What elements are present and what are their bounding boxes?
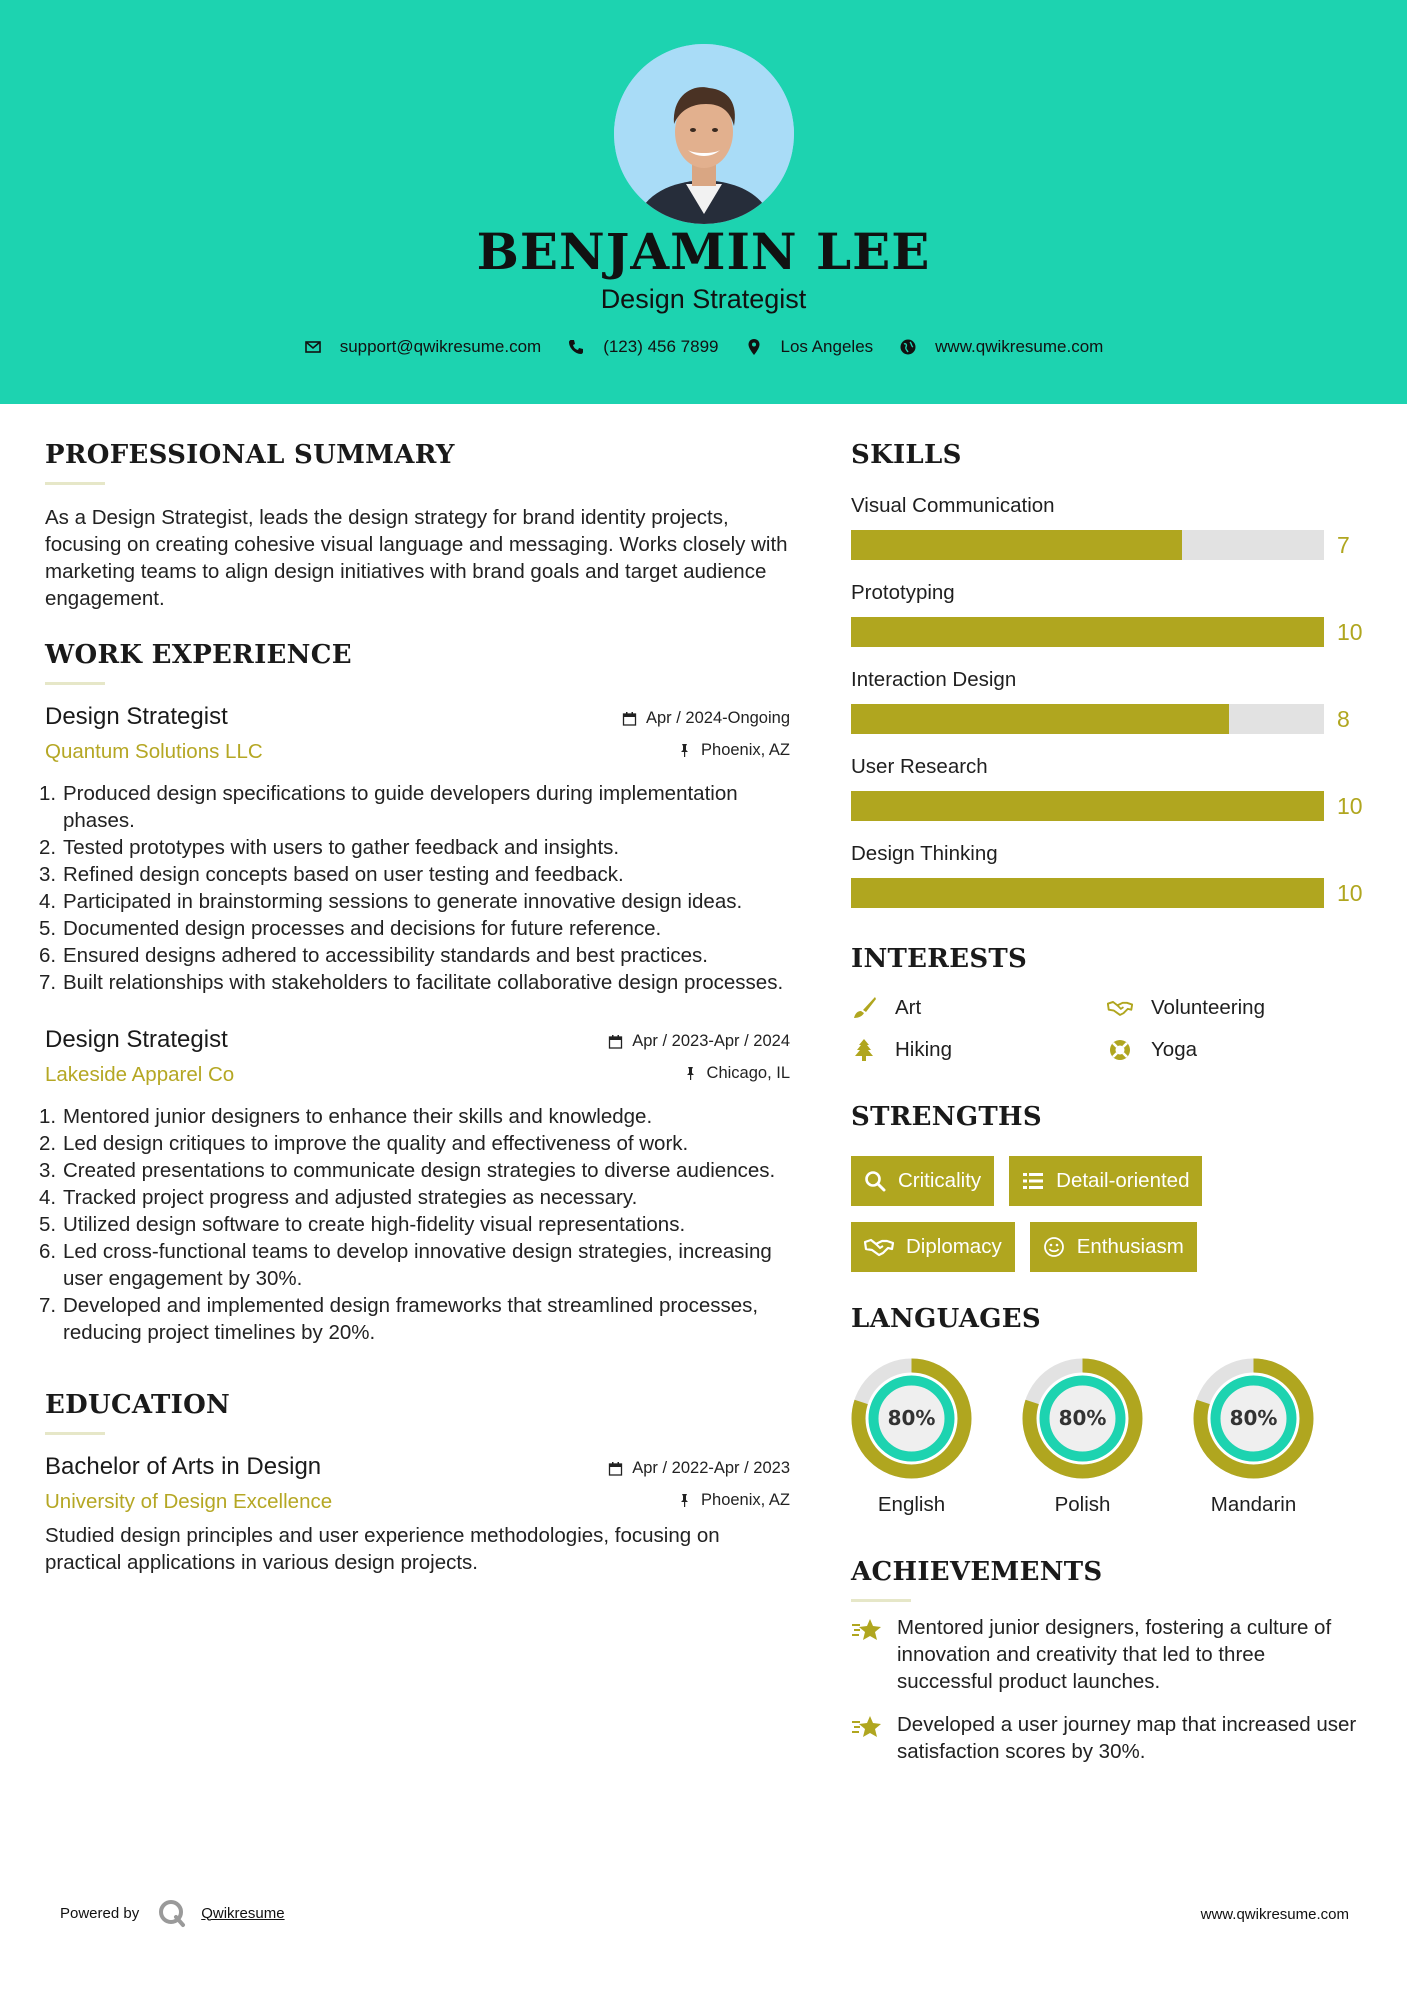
contact-email-text: support@qwikresume.com bbox=[339, 337, 542, 356]
job-entry bbox=[39, 1026, 790, 1346]
languages-list bbox=[851, 1358, 1371, 1517]
job-company: Quantum Solutions LLC bbox=[45, 740, 263, 763]
language-ring bbox=[1193, 1358, 1314, 1479]
list-item: 6. Ensured designs adhered to accessibility standards and best practices. bbox=[39, 944, 708, 967]
job-location bbox=[683, 1064, 790, 1083]
list-item: 5. Utilized design software to create high-fidelity visual representations. bbox=[39, 1213, 686, 1236]
interest-item bbox=[851, 1038, 1107, 1062]
list-item: 2. Led design critiques to improve the quality and effectiveness of work. bbox=[39, 1132, 689, 1155]
education-heading: EDUCATION bbox=[45, 1390, 231, 1420]
list-item: 2. Tested prototypes with users to gather feedback and insights. bbox=[39, 836, 620, 859]
skill-name: User Research bbox=[851, 755, 988, 778]
skills-section bbox=[851, 440, 1371, 908]
language-name: English bbox=[877, 1493, 946, 1516]
job-date bbox=[622, 709, 790, 728]
education-location bbox=[677, 1491, 790, 1510]
skill-value: 8 bbox=[1337, 706, 1350, 732]
tree-icon bbox=[851, 1038, 877, 1062]
summary-heading: PROFESSIONAL SUMMARY bbox=[45, 440, 455, 470]
languages-section bbox=[851, 1304, 1371, 1517]
strength-chip bbox=[851, 1156, 994, 1206]
globe-icon bbox=[899, 338, 917, 356]
skill-name: Design Thinking bbox=[851, 842, 998, 865]
calendar-icon bbox=[622, 711, 637, 726]
job-duties bbox=[39, 780, 790, 996]
education-date-text: Apr / 2022-Apr / 2023 bbox=[632, 1459, 790, 1477]
strength-label: Diplomacy bbox=[906, 1235, 1002, 1258]
list-item: 3. Refined design concepts based on user testing and feedback. bbox=[39, 863, 624, 886]
strength-label: Criticality bbox=[898, 1169, 982, 1192]
skill-bar-fill bbox=[851, 878, 1324, 908]
skill-bar-fill bbox=[851, 704, 1229, 734]
powered-by-label: Powered by bbox=[60, 1904, 140, 1922]
section-divider bbox=[851, 1599, 911, 1602]
phone-icon bbox=[567, 338, 585, 356]
smile-icon bbox=[1043, 1236, 1065, 1258]
interest-item bbox=[851, 996, 1107, 1020]
handshake-icon bbox=[864, 1236, 894, 1258]
list-item: 7. Built relationships with stakeholders to facilitate collaborative design processes. bbox=[39, 971, 784, 994]
job-date bbox=[608, 1032, 790, 1051]
list-item: 7. Developed and implemented design frameworks that streamlined processes, reducing project timelines by 20%. bbox=[39, 1294, 759, 1344]
header-banner bbox=[0, 0, 1407, 404]
section-divider bbox=[45, 682, 105, 685]
job-company: Lakeside Apparel Co bbox=[45, 1063, 235, 1086]
skill-name: Visual Communication bbox=[851, 494, 1055, 517]
experience-section bbox=[39, 640, 790, 1346]
education-date bbox=[608, 1459, 790, 1478]
skill-item bbox=[851, 755, 1371, 821]
skill-value: 10 bbox=[1337, 619, 1363, 645]
job-date-text: Apr / 2024-Ongoing bbox=[645, 709, 790, 727]
summary-text: As a Design Strategist, leads the design strategy for brand identity projects, focusing on creating cohesive visual language and messaging. Works closely with marketing teams to align design initiatives with brand goals and target audience engagement. bbox=[45, 506, 788, 610]
strength-chip bbox=[1030, 1222, 1197, 1272]
life-ring-icon bbox=[1107, 1038, 1133, 1062]
language-name: Polish bbox=[1054, 1493, 1111, 1516]
skill-name: Interaction Design bbox=[851, 668, 1017, 691]
list-icon bbox=[1022, 1170, 1044, 1192]
skill-bar bbox=[851, 704, 1371, 734]
candidate-title: Design Strategist bbox=[600, 284, 807, 314]
interests-heading: INTERESTS bbox=[851, 944, 1028, 974]
language-ring bbox=[1022, 1358, 1143, 1479]
contact-email[interactable] bbox=[304, 337, 542, 357]
skill-bar-fill bbox=[851, 530, 1182, 560]
section-divider bbox=[45, 1432, 105, 1435]
language-percent: 80% bbox=[887, 1406, 936, 1430]
degree-title: Bachelor of Arts in Design bbox=[45, 1453, 322, 1480]
skill-bar-fill bbox=[851, 791, 1324, 821]
interest-label: Art bbox=[895, 996, 922, 1019]
job-location-text: Chicago, IL bbox=[706, 1064, 790, 1082]
footer-url[interactable]: www.qwikresume.com bbox=[1200, 1906, 1349, 1923]
job-location bbox=[677, 741, 790, 760]
achievements-list bbox=[851, 1614, 1371, 1765]
pushpin-icon bbox=[683, 1066, 698, 1081]
strength-chip bbox=[1009, 1156, 1202, 1206]
interests-section bbox=[851, 944, 1371, 1062]
job-title: Design Strategist bbox=[45, 1026, 228, 1053]
language-percent: 80% bbox=[1058, 1406, 1107, 1430]
job-date-text: Apr / 2023-Apr / 2024 bbox=[632, 1032, 790, 1050]
education-section bbox=[45, 1390, 790, 1576]
job-title: Design Strategist bbox=[45, 703, 228, 730]
skill-value: 7 bbox=[1337, 532, 1350, 558]
achievement-item bbox=[851, 1614, 1371, 1695]
list-item: 4. Participated in brainstorming sessions to generate innovative design ideas. bbox=[39, 890, 743, 913]
list-item: 1. Mentored junior designers to enhance their skills and knowledge. bbox=[39, 1105, 653, 1128]
search-icon bbox=[864, 1170, 886, 1192]
interests-grid bbox=[851, 996, 1371, 1062]
strength-label: Detail-oriented bbox=[1056, 1169, 1190, 1192]
achievements-heading: ACHIEVEMENTS bbox=[851, 1557, 1103, 1587]
experience-heading: WORK EXPERIENCE bbox=[45, 640, 352, 670]
skill-name: Prototyping bbox=[851, 581, 955, 604]
education-location-text: Phoenix, AZ bbox=[701, 1491, 790, 1509]
education-entry bbox=[45, 1453, 790, 1576]
right-column bbox=[851, 440, 1371, 1765]
list-item: 5. Documented design processes and decisions for future reference. bbox=[39, 917, 662, 940]
skills-list bbox=[851, 494, 1371, 908]
calendar-icon bbox=[608, 1034, 623, 1049]
achievements-section bbox=[851, 1557, 1371, 1765]
skill-bar-fill bbox=[851, 617, 1324, 647]
language-ring bbox=[851, 1358, 972, 1479]
pushpin-icon bbox=[677, 743, 692, 758]
contact-phone-text: (123) 456 7899 bbox=[603, 337, 719, 356]
contact-website[interactable] bbox=[899, 337, 1103, 357]
interest-label: Hiking bbox=[895, 1038, 952, 1061]
contact-website-text: www.qwikresume.com bbox=[935, 337, 1104, 356]
language-item bbox=[1193, 1358, 1314, 1517]
skill-item bbox=[851, 842, 1371, 908]
skill-bar bbox=[851, 617, 1371, 647]
achievement-text: Developed a user journey map that increased user satisfaction scores by 30%. bbox=[897, 1713, 1357, 1763]
candidate-name: BENJAMIN LEE bbox=[476, 222, 931, 281]
summary-section bbox=[45, 440, 790, 612]
pushpin-icon bbox=[677, 1493, 692, 1508]
map-marker-icon bbox=[745, 338, 763, 356]
strength-label: Enthusiasm bbox=[1076, 1235, 1184, 1258]
skill-bar bbox=[851, 791, 1371, 821]
skill-item bbox=[851, 581, 1371, 647]
interest-label: Yoga bbox=[1151, 1038, 1197, 1061]
language-item bbox=[1022, 1358, 1143, 1517]
envelope-icon bbox=[304, 338, 322, 356]
handshake-icon bbox=[1107, 996, 1133, 1020]
strengths-chips bbox=[851, 1156, 1371, 1272]
language-percent: 80% bbox=[1229, 1406, 1278, 1430]
contact-bar bbox=[0, 337, 1407, 357]
skill-item bbox=[851, 668, 1371, 734]
contact-location bbox=[745, 337, 874, 357]
skill-item bbox=[851, 494, 1371, 560]
list-item: 3. Created presentations to communicate design strategies to diverse audiences. bbox=[39, 1159, 776, 1182]
school-name: University of Design Excellence bbox=[45, 1490, 333, 1513]
qwikresume-logo-icon bbox=[157, 1898, 187, 1928]
skill-bar bbox=[851, 878, 1371, 908]
skills-heading: SKILLS bbox=[851, 440, 962, 470]
footer-powered-by bbox=[60, 1898, 285, 1928]
contact-phone[interactable] bbox=[567, 337, 718, 357]
strengths-section bbox=[851, 1102, 1371, 1272]
skill-value: 10 bbox=[1337, 880, 1363, 906]
achievement-item bbox=[851, 1711, 1371, 1765]
avatar bbox=[614, 44, 794, 224]
job-duties bbox=[39, 1103, 790, 1346]
education-description: Studied design principles and user experience methodologies, focusing on practical applications in various design projects. bbox=[45, 1524, 720, 1574]
interest-label: Volunteering bbox=[1151, 996, 1265, 1019]
language-item bbox=[851, 1358, 972, 1517]
achievement-text: Mentored junior designers, fostering a culture of innovation and creativity that led to three successful product launches. bbox=[897, 1616, 1332, 1693]
section-divider bbox=[45, 482, 105, 485]
list-item: 1. Produced design specifications to guide developers during implementation phases. bbox=[39, 782, 738, 832]
language-name: Mandarin bbox=[1210, 1493, 1297, 1516]
list-item: 6. Led cross-functional teams to develop innovative design strategies, increasing user engagement by 30%. bbox=[39, 1240, 772, 1290]
job-location-text: Phoenix, AZ bbox=[701, 741, 790, 759]
paintbrush-icon bbox=[851, 996, 877, 1020]
strengths-heading: STRENGTHS bbox=[851, 1102, 1042, 1132]
list-item: 4. Tracked project progress and adjusted strategies as necessary. bbox=[39, 1186, 638, 1209]
star-icon bbox=[851, 1713, 883, 1741]
brand-link[interactable]: Qwikresume bbox=[201, 1904, 285, 1922]
skill-bar bbox=[851, 530, 1371, 560]
skill-value: 10 bbox=[1337, 793, 1363, 819]
languages-heading: LANGUAGES bbox=[851, 1304, 1041, 1334]
contact-location-text: Los Angeles bbox=[780, 337, 874, 356]
calendar-icon bbox=[608, 1461, 623, 1476]
interest-item bbox=[1107, 1038, 1357, 1062]
interest-item bbox=[1107, 996, 1357, 1020]
job-entry bbox=[39, 703, 790, 996]
strength-chip bbox=[851, 1222, 1015, 1272]
left-column bbox=[39, 440, 790, 1576]
star-icon bbox=[851, 1616, 883, 1644]
